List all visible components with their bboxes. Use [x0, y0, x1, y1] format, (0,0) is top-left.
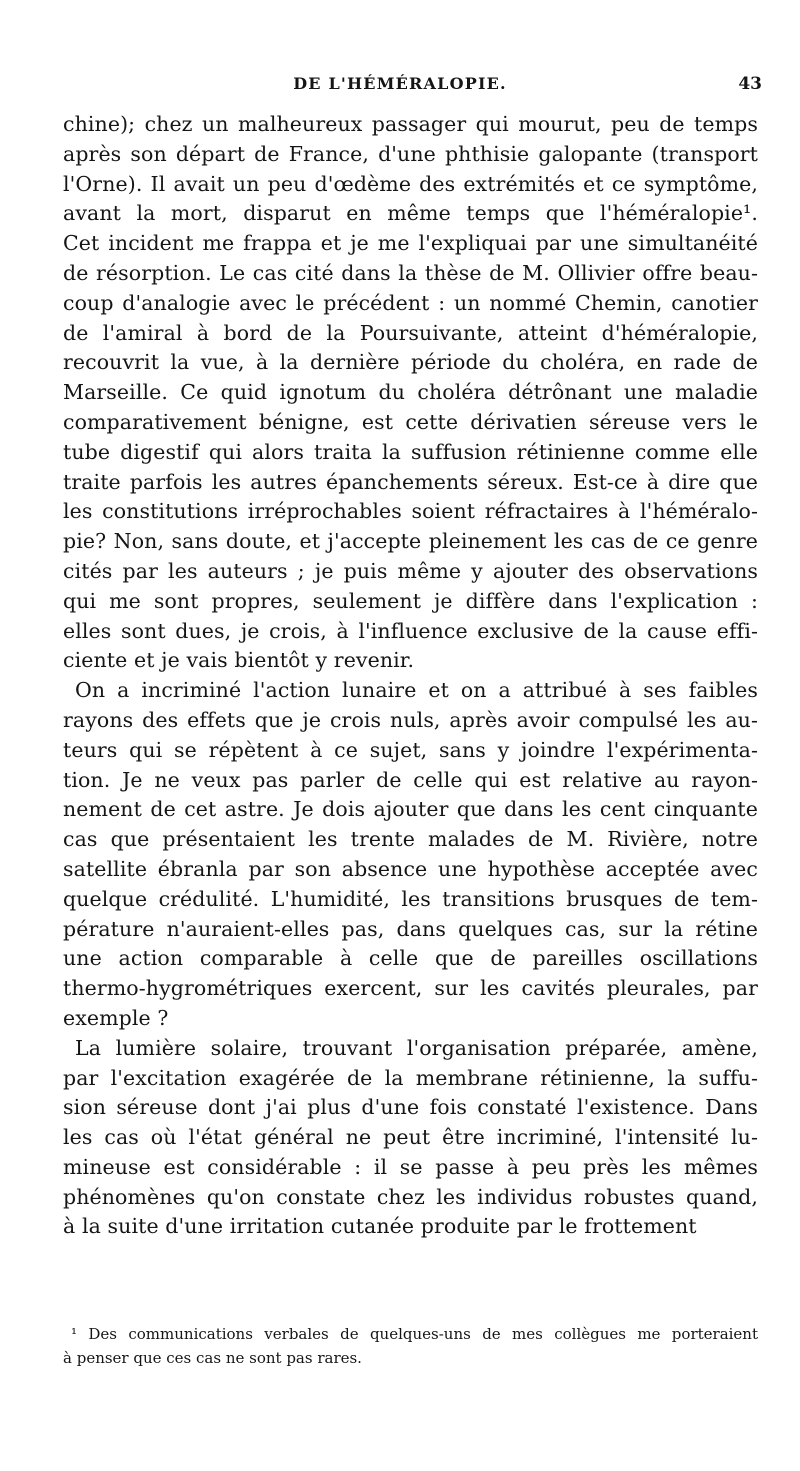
- text-line: exemple ?: [63, 1005, 169, 1030]
- body-text: [63, 110, 758, 1242]
- paragraph: [63, 1034, 758, 1243]
- text-line: après son départ de France, d'une phthisie galopante (transport: [63, 141, 758, 166]
- text-line: les constitutions irréprochables soient réfractaires à l'héméralo-: [63, 499, 758, 524]
- text-line: traite parfois les autres épanchements séreux. Est-ce à dire que: [63, 469, 758, 494]
- footnote-line: à penser que ces cas ne sont pas rares.: [63, 1349, 362, 1367]
- text-line: tube digestif qui alors traita la suffusion rétinienne comme elle: [63, 439, 758, 464]
- text-line: satellite ébranla par son absence une hypothèse acceptée avec: [63, 856, 758, 881]
- text-line: teurs qui se répètent à ce sujet, sans y joindre l'expérimenta-: [63, 737, 758, 762]
- text-line: qui me sont propres, seulement je diffère dans l'explication :: [63, 588, 758, 613]
- text-line: cités par les auteurs ; je puis même y ajouter des observations: [63, 558, 758, 583]
- text-line: Marseille. Ce quid ignotum du choléra détrônant une maladie: [63, 380, 758, 405]
- text-line: par l'excitation exagérée de la membrane rétinienne, la suffu-: [63, 1065, 758, 1090]
- text-line: à la suite d'une irritation cutanée produite par le frottement: [63, 1214, 697, 1239]
- text-line: chine); chez un malheureux passager qui mourut, peu de temps: [63, 112, 758, 136]
- paragraph: [63, 110, 758, 676]
- text-line: sion séreuse dont j'ai plus d'une fois constaté l'existence. Dans: [63, 1095, 758, 1120]
- footnote: [63, 1322, 758, 1370]
- text-line: pie? Non, sans doute, et j'accepte pleinement les cas de ce genre: [63, 529, 758, 554]
- footnote-line: ¹ Des communications verbales de quelques-uns de mes collègues me porteraient: [71, 1325, 758, 1343]
- text-line: On a incriminé l'action lunaire et on a attribué à ses faibles: [75, 678, 758, 703]
- text-line: La lumière solaire, trouvant l'organisation préparée, amène,: [75, 1035, 758, 1060]
- text-line: de l'amiral à bord de la Poursuivante, atteint d'héméralopie,: [63, 320, 758, 345]
- page-header: [0, 60, 800, 100]
- text-line: rayons des effets que je crois nuls, après avoir compulsé les au-: [63, 707, 758, 732]
- text-line: les cas où l'état général ne peut être incriminé, l'intensité lu-: [63, 1125, 758, 1150]
- text-line: nement de cet astre. Je dois ajouter que dans les cent cinquante: [63, 797, 758, 822]
- text-line: recouvrit la vue, à la dernière période du choléra, en rade de: [63, 350, 758, 375]
- text-line: tion. Je ne veux pas parler de celle qui est relative au rayon-: [63, 767, 758, 792]
- text-line: l'Orne). Il avait un peu d'œdème des extrémités et ce symptôme,: [63, 171, 758, 196]
- text-line: quelque crédulité. L'humidité, les transitions brusques de tem-: [63, 886, 758, 911]
- text-line: cas que présentaient les trente malades de M. Rivière, notre: [63, 827, 758, 852]
- text-line: coup d'analogie avec le précédent : un nommé Chemin, canotier: [63, 290, 758, 315]
- text-line: phénomènes qu'on constate chez les individus robustes quand,: [63, 1184, 758, 1209]
- text-line: de résorption. Le cas cité dans la thèse de M. Ollivier offre beau-: [63, 260, 758, 285]
- text-line: avant la mort, disparut en même temps que l'héméralopie¹.: [63, 201, 758, 226]
- text-line: ciente et je vais bientôt y revenir.: [63, 648, 415, 673]
- paragraph: [63, 676, 758, 1034]
- text-line: comparativement bénigne, est cette dérivatien séreuse vers le: [63, 409, 758, 434]
- text-line: Cet incident me frappa et je me l'expliquai par une simultanéité: [63, 231, 758, 256]
- text-line: thermo-hygrométriques exercent, sur les cavités pleurales, par: [63, 976, 758, 1001]
- page-number: 43: [738, 74, 762, 94]
- running-head: DE L'HÉMÉRALOPIE.: [293, 74, 507, 93]
- text-line: une action comparable à celle que de pareilles oscillations: [63, 946, 758, 971]
- text-line: pérature n'auraient-elles pas, dans quelques cas, sur la rétine: [63, 916, 758, 941]
- text-line: elles sont dues, je crois, à l'influence exclusive de la cause effi-: [63, 618, 758, 643]
- text-line: mineuse est considérable : il se passe à peu près les mêmes: [63, 1154, 758, 1179]
